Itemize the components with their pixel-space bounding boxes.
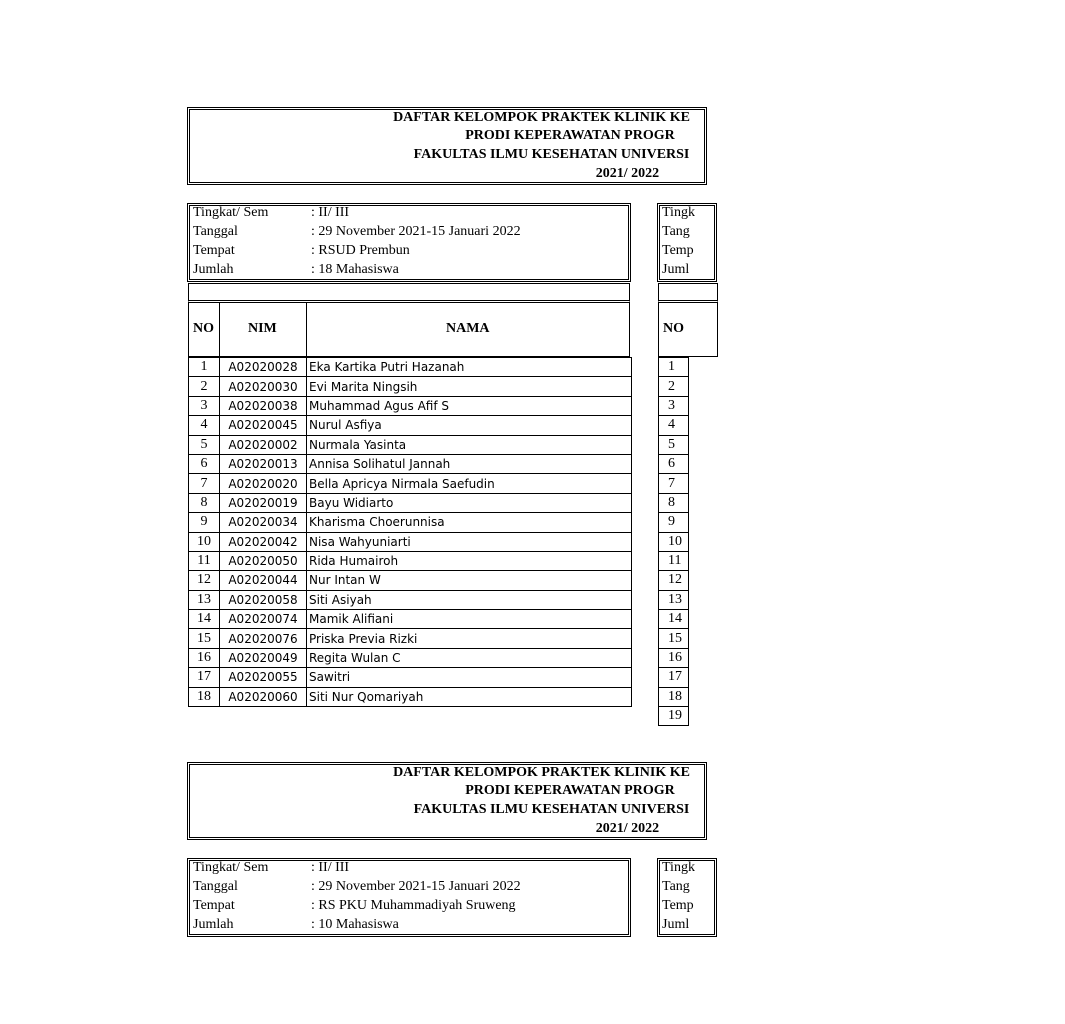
info-label: Juml (662, 917, 690, 932)
cell-nim: A02020020 (220, 474, 307, 493)
table-row (659, 358, 689, 377)
table-row (189, 435, 632, 454)
table-row (189, 610, 632, 629)
title-box-2 (187, 762, 707, 840)
right-table-header (658, 300, 718, 357)
table-row (659, 590, 689, 609)
header-nim: NIM (248, 321, 277, 336)
cell-nama: Sawitri (307, 668, 632, 687)
cell-nim: A02020030 (220, 377, 307, 396)
cell-nama: Bayu Widiarto (307, 493, 632, 512)
table-row (659, 687, 689, 706)
cell-no: 3 (659, 396, 689, 415)
cell-no: 5 (659, 435, 689, 454)
table-row (189, 513, 632, 532)
info-label: Tang (662, 224, 690, 239)
cell-no: 18 (189, 687, 220, 706)
cell-no: 8 (189, 493, 220, 512)
cell-no: 15 (659, 629, 689, 648)
info-label: Tingk (662, 205, 695, 220)
info-label: Jumlah (193, 262, 234, 277)
cell-nama: Nisa Wahyuniarti (307, 532, 632, 551)
table-row (189, 416, 632, 435)
info-value: : RSUD Prembun (311, 243, 410, 258)
cell-nama: Nurul Asfiya (307, 416, 632, 435)
table-row (659, 551, 689, 570)
cell-no: 18 (659, 687, 689, 706)
cell-nim: A02020002 (220, 435, 307, 454)
right-spacer-row (658, 283, 718, 301)
cell-nim: A02020060 (220, 687, 307, 706)
table-row (189, 629, 632, 648)
table-row (189, 532, 632, 551)
cell-nama: Rida Humairoh (307, 551, 632, 570)
cell-no: 5 (189, 435, 220, 454)
cell-nama: Regita Wulan C (307, 648, 632, 667)
info-value: : II/ III (311, 860, 350, 875)
table-row (659, 454, 689, 473)
spacer-row (188, 283, 630, 301)
title-line: 2021/ 2022 (595, 821, 660, 836)
cell-nim: A02020055 (220, 668, 307, 687)
cell-no: 6 (659, 454, 689, 473)
cell-no: 2 (189, 377, 220, 396)
student-table (188, 357, 632, 707)
info-label: Temp (662, 243, 694, 258)
cell-no: 15 (189, 629, 220, 648)
table-row (189, 668, 632, 687)
cell-nama: Nur Intan W (307, 571, 632, 590)
info-value: : 29 November 2021-15 Januari 2022 (311, 224, 521, 239)
title-line: FAKULTAS ILMU KESEHATAN UNIVERSI (413, 802, 690, 817)
table-row (189, 474, 632, 493)
cell-nim: A02020050 (220, 551, 307, 570)
cell-nama: Kharisma Choerunnisa (307, 513, 632, 532)
cell-nim: A02020019 (220, 493, 307, 512)
table-row (659, 610, 689, 629)
cell-no: 1 (659, 358, 689, 377)
cell-no: 17 (189, 668, 220, 687)
header-nim-cell (220, 303, 307, 357)
cell-no: 4 (659, 416, 689, 435)
table-row (189, 454, 632, 473)
table-row (659, 668, 689, 687)
cell-nama: Mamik Alifiani (307, 610, 632, 629)
cell-nama: Evi Marita Ningsih (307, 377, 632, 396)
cell-no: 16 (189, 648, 220, 667)
title-line: DAFTAR KELOMPOK PRAKTEK KLINIK KE (393, 110, 690, 125)
title-line: PRODI KEPERAWATAN PROGR (465, 128, 675, 143)
cell-no: 12 (189, 571, 220, 590)
title-box-1 (187, 107, 707, 185)
info-label: Juml (662, 262, 690, 277)
cell-nama: Siti Nur Qomariyah (307, 687, 632, 706)
title-line: DAFTAR KELOMPOK PRAKTEK KLINIK KE (393, 765, 690, 780)
table-row (659, 435, 689, 454)
table-row (189, 551, 632, 570)
title-line: FAKULTAS ILMU KESEHATAN UNIVERSI (413, 147, 690, 162)
info-label: Jumlah (193, 917, 234, 932)
cell-nama: Eka Kartika Putri Hazanah (307, 358, 632, 377)
right-info-box-2 (657, 858, 717, 937)
cell-no: 4 (189, 416, 220, 435)
table-row (659, 513, 689, 532)
cell-no: 11 (189, 551, 220, 570)
cell-nama: Muhammad Agus Afif S (307, 396, 632, 415)
cell-no: 13 (189, 590, 220, 609)
cell-no: 12 (659, 571, 689, 590)
table-row (659, 532, 689, 551)
cell-no: 7 (189, 474, 220, 493)
right-number-table (658, 357, 689, 726)
cell-no: 14 (189, 610, 220, 629)
cell-nim: A02020045 (220, 416, 307, 435)
cell-nim: A02020044 (220, 571, 307, 590)
cell-nim: A02020076 (220, 629, 307, 648)
cell-nama: Bella Apricya Nirmala Saefudin (307, 474, 632, 493)
table-row (659, 629, 689, 648)
table-row (189, 493, 632, 512)
cell-no: 11 (659, 551, 689, 570)
info-box-2 (187, 858, 631, 937)
info-box-1 (187, 203, 631, 282)
cell-nim: A02020058 (220, 590, 307, 609)
table-row (189, 571, 632, 590)
cell-no: 16 (659, 648, 689, 667)
header-no-cell (189, 303, 220, 357)
cell-no: 1 (189, 358, 220, 377)
cell-nama: Siti Asiyah (307, 590, 632, 609)
cell-no: 14 (659, 610, 689, 629)
info-value: : II/ III (311, 205, 350, 220)
table-row (189, 648, 632, 667)
cell-nim: A02020042 (220, 532, 307, 551)
right-info-box-1 (657, 203, 717, 282)
cell-nama: Nurmala Yasinta (307, 435, 632, 454)
info-label: Tingkat/ Sem (193, 205, 269, 220)
header-no: NO (193, 321, 214, 336)
table-row (189, 377, 632, 396)
cell-nama: Priska Previa Rizki (307, 629, 632, 648)
info-label: Tingkat/ Sem (193, 860, 269, 875)
cell-nim: A02020028 (220, 358, 307, 377)
cell-no: 13 (659, 590, 689, 609)
table-row (659, 396, 689, 415)
cell-no: 3 (189, 396, 220, 415)
table-row (659, 493, 689, 512)
table-row (659, 474, 689, 493)
cell-no: 7 (659, 474, 689, 493)
cell-nim: A02020013 (220, 454, 307, 473)
table-row (189, 687, 632, 706)
info-label: Tang (662, 879, 690, 894)
table-row (189, 358, 632, 377)
table-row (189, 396, 632, 415)
right-header-no: NO (663, 321, 684, 336)
cell-no: 19 (659, 707, 689, 726)
title-line: 2021/ 2022 (595, 166, 660, 181)
cell-nim: A02020074 (220, 610, 307, 629)
table-row (659, 416, 689, 435)
info-label: Tanggal (193, 879, 238, 894)
cell-no: 9 (189, 513, 220, 532)
cell-no: 10 (659, 532, 689, 551)
cell-no: 8 (659, 493, 689, 512)
info-value: : 10 Mahasiswa (311, 917, 399, 932)
cell-no: 6 (189, 454, 220, 473)
info-value: : 29 November 2021-15 Januari 2022 (311, 879, 521, 894)
info-label: Tempat (193, 243, 235, 258)
table-row (659, 571, 689, 590)
cell-no: 17 (659, 668, 689, 687)
table-row (659, 648, 689, 667)
info-value: : RS PKU Muhammadiyah Sruweng (311, 898, 516, 913)
cell-no: 9 (659, 513, 689, 532)
info-label: Tempat (193, 898, 235, 913)
cell-nim: A02020034 (220, 513, 307, 532)
table-row (659, 707, 689, 726)
table-row (659, 377, 689, 396)
cell-no: 2 (659, 377, 689, 396)
header-nama: NAMA (446, 321, 490, 336)
info-label: Tanggal (193, 224, 238, 239)
cell-no: 10 (189, 532, 220, 551)
table-header (188, 300, 630, 357)
info-label: Temp (662, 898, 694, 913)
table-row (189, 590, 632, 609)
info-value: : 18 Mahasiswa (311, 262, 399, 277)
cell-nim: A02020038 (220, 396, 307, 415)
info-label: Tingk (662, 860, 695, 875)
cell-nama: Annisa Solihatul Jannah (307, 454, 632, 473)
cell-nim: A02020049 (220, 648, 307, 667)
title-line: PRODI KEPERAWATAN PROGR (465, 783, 675, 798)
